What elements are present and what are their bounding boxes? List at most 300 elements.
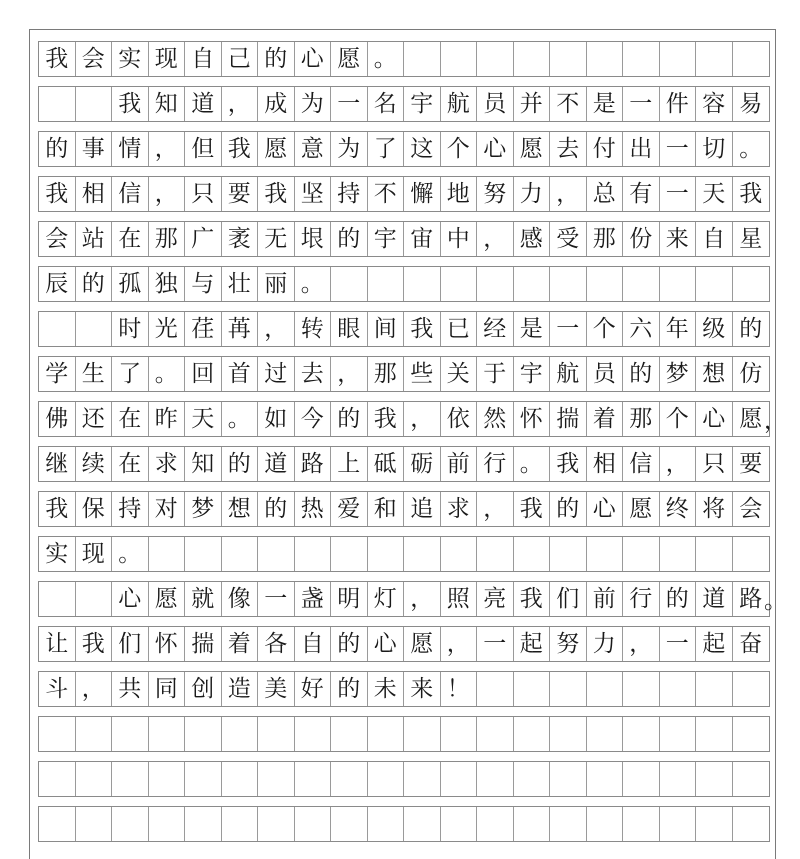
- grid-cell: [623, 267, 660, 301]
- grid-cell: 眼: [331, 312, 368, 346]
- grid-cell: 让: [39, 627, 76, 661]
- grid-cell: [514, 42, 551, 76]
- grid-cell: [477, 672, 514, 706]
- grid-cell: 盏: [295, 582, 332, 616]
- grid-cell: ，: [404, 582, 441, 616]
- grid-cell: [660, 267, 697, 301]
- grid-cell: [295, 537, 332, 571]
- grid-cell: 去: [550, 132, 587, 166]
- grid-cell: 光: [149, 312, 186, 346]
- grid-cell: 自: [185, 42, 222, 76]
- grid-cell: 独: [149, 267, 186, 301]
- grid-cell: [441, 42, 478, 76]
- grid-row: [38, 536, 770, 572]
- grid-cell: 要: [222, 177, 259, 211]
- grid-cell: [368, 807, 405, 841]
- grid-cell: [550, 267, 587, 301]
- grid-cell: [660, 42, 697, 76]
- grid-cell: 明: [331, 582, 368, 616]
- grid-cell: 时: [112, 312, 149, 346]
- grid-cell: 员: [587, 357, 624, 391]
- grid-cell: 荏: [185, 312, 222, 346]
- grid-cell: 愿: [514, 132, 551, 166]
- grid-cell: 道: [696, 582, 733, 616]
- grid-cell: 愿: [739, 405, 763, 432]
- grid-cell: [514, 762, 551, 796]
- grid-cell: [368, 762, 405, 796]
- grid-cell: 好: [295, 672, 332, 706]
- grid-cell: ，: [660, 447, 697, 481]
- grid-cell: 一: [477, 627, 514, 661]
- grid-row: [38, 716, 770, 752]
- grid-cell: [696, 267, 733, 301]
- grid-cell: 天: [185, 402, 222, 436]
- grid-cell: 己: [222, 42, 259, 76]
- grid-cell: [185, 807, 222, 841]
- grid-cell: 丽: [258, 267, 295, 301]
- grid-cell: 和: [368, 492, 405, 526]
- grid-cell: [222, 537, 259, 571]
- grid-cell: 并: [514, 87, 551, 121]
- grid-cell: 的: [550, 492, 587, 526]
- grid-cell: 情: [112, 132, 149, 166]
- grid-cell: 佛: [39, 402, 76, 436]
- grid-cell: 名: [368, 87, 405, 121]
- grid-cell: 宙: [404, 222, 441, 256]
- grid-cell: 前: [587, 582, 624, 616]
- grid-cell: 将: [696, 492, 733, 526]
- grid-cell: ，: [149, 132, 186, 166]
- grid-cell: 是: [514, 312, 551, 346]
- grid-cell: 与: [185, 267, 222, 301]
- grid-cell: 那: [587, 222, 624, 256]
- grid-cell: [112, 807, 149, 841]
- grid-cell: [368, 267, 405, 301]
- grid-cell: 未: [368, 672, 405, 706]
- grid-cell: 一: [331, 87, 368, 121]
- grid-cell: [477, 807, 514, 841]
- grid-cell: [550, 42, 587, 76]
- grid-cell: [550, 537, 587, 571]
- grid-cell: 。: [514, 447, 551, 481]
- grid-cell: 我: [39, 177, 76, 211]
- grid-cell: 个: [660, 402, 697, 436]
- grid-cell: ，: [404, 402, 441, 436]
- grid-cell: [112, 762, 149, 796]
- grid-cell: [441, 537, 478, 571]
- grid-cell: [623, 537, 660, 571]
- grid-row: [38, 446, 770, 482]
- grid-cell: 回: [185, 357, 222, 391]
- grid-cell: 起: [514, 627, 551, 661]
- grid-cell: [404, 42, 441, 76]
- grid-cell: 想: [222, 492, 259, 526]
- grid-cell: 愿: [258, 132, 295, 166]
- grid-cell: [733, 42, 770, 76]
- grid-cell: 事: [76, 132, 113, 166]
- grid-row: [38, 401, 770, 437]
- grid-cell: [514, 267, 551, 301]
- grid-cell: 壮: [222, 267, 259, 301]
- grid-cell: 然: [477, 402, 514, 436]
- grid-cell: 切: [696, 132, 733, 166]
- grid-cell: [441, 807, 478, 841]
- grid-cell: 受: [550, 222, 587, 256]
- grid-cell: 但: [185, 132, 222, 166]
- grid-cell: 力: [514, 177, 551, 211]
- grid-cell: 心: [587, 492, 624, 526]
- grid-cell: 。: [112, 537, 149, 571]
- grid-cell: 意: [295, 132, 332, 166]
- grid-cell: [660, 672, 697, 706]
- grid-cell: [331, 717, 368, 751]
- grid-cell: 来: [404, 672, 441, 706]
- grid-cell: [623, 672, 660, 706]
- grid-cell: [587, 537, 624, 571]
- grid-cell: 共: [112, 672, 149, 706]
- grid-row: [38, 806, 770, 842]
- grid-cell: 造: [222, 672, 259, 706]
- grid-cell: [441, 762, 478, 796]
- grid-cell: [477, 717, 514, 751]
- grid-cell: [76, 807, 113, 841]
- grid-cell: 持: [112, 492, 149, 526]
- grid-cell: [477, 42, 514, 76]
- grid-cell: 的: [331, 222, 368, 256]
- grid-cell: 保: [76, 492, 113, 526]
- grid-cell: 一: [660, 627, 697, 661]
- grid-cell: [39, 312, 76, 346]
- grid-cell: 出: [623, 132, 660, 166]
- grid-cell: [404, 537, 441, 571]
- grid-cell: [76, 87, 113, 121]
- grid-cell: 知: [149, 87, 186, 121]
- grid-cell: 各: [258, 627, 295, 661]
- grid-cell: [696, 672, 733, 706]
- grid-cell: 关: [441, 357, 478, 391]
- grid-cell: 行: [623, 582, 660, 616]
- grid-cell: 求: [441, 492, 478, 526]
- grid-cell: [550, 672, 587, 706]
- grid-cell: 前: [441, 447, 478, 481]
- grid-cell: [696, 762, 733, 796]
- grid-cell: 袤: [222, 222, 259, 256]
- grid-cell: ，: [441, 627, 478, 661]
- grid-cell: 的: [331, 627, 368, 661]
- grid-cell: 对: [149, 492, 186, 526]
- grid-cell: [39, 807, 76, 841]
- grid-cell: 我: [222, 132, 259, 166]
- grid-cell: 员: [477, 87, 514, 121]
- grid-cell: 的: [623, 357, 660, 391]
- grid-cell: [76, 312, 113, 346]
- grid-cell: 求: [149, 447, 186, 481]
- grid-cell: 感: [514, 222, 551, 256]
- grid-cell: [222, 717, 259, 751]
- grid-cell: 宇: [514, 357, 551, 391]
- grid-cell: ，: [331, 357, 368, 391]
- grid-cell: 我: [404, 312, 441, 346]
- grid-cell: [441, 267, 478, 301]
- grid-cell: [477, 267, 514, 301]
- grid-cell: 心: [696, 402, 733, 436]
- grid-cell: 的: [39, 132, 76, 166]
- grid-cell: 今: [295, 402, 332, 436]
- grid-cell: [733, 717, 770, 751]
- grid-cell: 。: [739, 135, 763, 162]
- grid-cell: 相: [76, 177, 113, 211]
- grid-cell: [733, 672, 770, 706]
- grid-cell: 终: [660, 492, 697, 526]
- grid-cell: [149, 717, 186, 751]
- grid-cell: 的: [331, 672, 368, 706]
- grid-cell: 在: [112, 402, 149, 436]
- grid-cell: 些: [404, 357, 441, 391]
- grid-cell: 一: [258, 582, 295, 616]
- grid-cell: 个: [587, 312, 624, 346]
- grid-row: [38, 491, 770, 527]
- grid-cell: [660, 807, 697, 841]
- grid-cell: 的: [739, 315, 763, 342]
- grid-cell: 们: [550, 582, 587, 616]
- grid-cell: 努: [477, 177, 514, 211]
- grid-cell: ，: [477, 222, 514, 256]
- grid-cell: 愿: [331, 42, 368, 76]
- grid-cell: 转: [295, 312, 332, 346]
- grid-cell: [623, 42, 660, 76]
- grid-cell: 起: [696, 627, 733, 661]
- grid-cell: 就: [185, 582, 222, 616]
- grid-cell: ，: [623, 627, 660, 661]
- grid-cell: 想: [696, 357, 733, 391]
- grid-cell: [696, 717, 733, 751]
- grid-cell: [404, 807, 441, 841]
- grid-cell: 创: [185, 672, 222, 706]
- grid-cell: 自: [295, 627, 332, 661]
- grid-cell: 持: [331, 177, 368, 211]
- grid-cell: 知: [185, 447, 222, 481]
- grid-row: [38, 41, 770, 77]
- grid-cell: 我: [39, 492, 76, 526]
- grid-cell: [587, 672, 624, 706]
- grid-cell: [404, 267, 441, 301]
- grid-cell: [623, 717, 660, 751]
- grid-cell: 揣: [550, 402, 587, 436]
- grid-cell: 们: [112, 627, 149, 661]
- grid-cell: [368, 717, 405, 751]
- grid-cell: 行: [477, 447, 514, 481]
- grid-cell: 容: [696, 87, 733, 121]
- grid-cell: 地: [441, 177, 478, 211]
- grid-cell: 心: [368, 627, 405, 661]
- grid-cell: 还: [76, 402, 113, 436]
- overflow-punctuation: ，: [764, 408, 787, 434]
- grid-cell: [660, 537, 697, 571]
- grid-cell: 奋: [739, 630, 763, 657]
- grid-cell: 会: [39, 222, 76, 256]
- grid-cell: 来: [660, 222, 697, 256]
- grid-row: [38, 356, 770, 392]
- grid-cell: 信: [112, 177, 149, 211]
- grid-cell: 信: [623, 447, 660, 481]
- grid-cell: [587, 762, 624, 796]
- grid-cell: 仿: [739, 360, 763, 387]
- grid-cell: 一: [660, 177, 697, 211]
- grid-cell: 了: [112, 357, 149, 391]
- grid-cell: ，: [76, 672, 113, 706]
- grid-cell: [149, 807, 186, 841]
- grid-cell: [76, 582, 113, 616]
- grid-cell: 实: [112, 42, 149, 76]
- grid-cell: 。: [368, 42, 405, 76]
- grid-cell: 一: [660, 132, 697, 166]
- grid-cell: 首: [222, 357, 259, 391]
- grid-cell: 孤: [112, 267, 149, 301]
- grid-cell: [514, 717, 551, 751]
- grid-cell: 宇: [404, 87, 441, 121]
- overflow-punctuation: 。: [764, 588, 787, 614]
- grid-cell: [112, 717, 149, 751]
- grid-cell: [441, 717, 478, 751]
- grid-cell: [587, 807, 624, 841]
- grid-cell: 为: [295, 87, 332, 121]
- grid-cell: 有: [623, 177, 660, 211]
- grid-cell: 航: [441, 87, 478, 121]
- grid-cell: 爱: [331, 492, 368, 526]
- grid-cell: [696, 42, 733, 76]
- grid-cell: 继: [39, 447, 76, 481]
- grid-cell: 热: [295, 492, 332, 526]
- grid-cell: 路: [739, 585, 763, 612]
- grid-cell: 去: [295, 357, 332, 391]
- grid-cell: 总: [587, 177, 624, 211]
- grid-row: [38, 581, 770, 617]
- grid-cell: 垠: [295, 222, 332, 256]
- grid-cell: 力: [587, 627, 624, 661]
- grid-cell: [295, 762, 332, 796]
- grid-cell: [404, 717, 441, 751]
- grid-cell: 坚: [295, 177, 332, 211]
- grid-row: [38, 86, 770, 122]
- grid-cell: 不: [368, 177, 405, 211]
- grid-cell: 同: [149, 672, 186, 706]
- grid-cell: 如: [258, 402, 295, 436]
- grid-cell: 那: [368, 357, 405, 391]
- grid-cell: 成: [258, 87, 295, 121]
- grid-cell: 美: [258, 672, 295, 706]
- grid-cell: 在: [112, 222, 149, 256]
- grid-cell: 经: [477, 312, 514, 346]
- grid-cell: ，: [477, 492, 514, 526]
- grid-cell: [514, 672, 551, 706]
- grid-cell: [587, 717, 624, 751]
- grid-cell: [222, 807, 259, 841]
- grid-cell: [258, 717, 295, 751]
- grid-cell: 我: [76, 627, 113, 661]
- grid-cell: 无: [258, 222, 295, 256]
- grid-cell: 一: [623, 87, 660, 121]
- grid-cell: 不: [550, 87, 587, 121]
- grid-cell: 自: [696, 222, 733, 256]
- grid-cell: 着: [587, 402, 624, 436]
- grid-cell: [258, 807, 295, 841]
- grid-cell: 我: [550, 447, 587, 481]
- grid-cell: [733, 537, 770, 571]
- grid-cell: ，: [222, 87, 259, 121]
- grid-cell: 广: [185, 222, 222, 256]
- grid-cell: 我: [39, 42, 76, 76]
- grid-cell: 续: [76, 447, 113, 481]
- grid-cell: [660, 717, 697, 751]
- grid-cell: 会: [739, 495, 763, 522]
- grid-cell: 愿: [149, 582, 186, 616]
- grid-cell: [696, 807, 733, 841]
- grid-cell: 一: [550, 312, 587, 346]
- grid-cell: 昨: [149, 402, 186, 436]
- grid-cell: 懈: [404, 177, 441, 211]
- grid-cell: [331, 807, 368, 841]
- grid-cell: 个: [441, 132, 478, 166]
- grid-cell: [185, 537, 222, 571]
- grid-row: [38, 626, 770, 662]
- grid-cell: 追: [404, 492, 441, 526]
- grid-cell: [660, 762, 697, 796]
- grid-cell: 那: [149, 222, 186, 256]
- grid-cell: [258, 762, 295, 796]
- grid-cell: 在: [112, 447, 149, 481]
- grid-cell: 星: [739, 225, 763, 252]
- grid-cell: 航: [550, 357, 587, 391]
- grid-cell: 。: [222, 402, 259, 436]
- grid-cell: [404, 762, 441, 796]
- grid-cell: [368, 537, 405, 571]
- grid-cell: 我: [112, 87, 149, 121]
- grid-cell: 。: [149, 357, 186, 391]
- grid-cell: [185, 717, 222, 751]
- grid-cell: [514, 537, 551, 571]
- grid-cell: [331, 762, 368, 796]
- grid-cell: 只: [696, 447, 733, 481]
- grid-cell: 斗: [39, 672, 76, 706]
- grid-cell: [76, 717, 113, 751]
- grid-cell: 了: [368, 132, 405, 166]
- grid-cell: [550, 762, 587, 796]
- grid-cell: 站: [76, 222, 113, 256]
- grid-cell: 。: [295, 267, 332, 301]
- grid-cell: [39, 762, 76, 796]
- grid-cell: 中: [441, 222, 478, 256]
- grid-cell: 照: [441, 582, 478, 616]
- grid-cell: [550, 717, 587, 751]
- grid-cell: 心: [295, 42, 332, 76]
- grid-cell: 现: [149, 42, 186, 76]
- grid-cell: 的: [76, 267, 113, 301]
- grid-cell: [295, 807, 332, 841]
- grid-cell: [477, 762, 514, 796]
- grid-cell: 已: [441, 312, 478, 346]
- grid-cell: 年: [660, 312, 697, 346]
- grid-cell: 我: [258, 177, 295, 211]
- grid-cell: [149, 537, 186, 571]
- grid-cell: 学: [39, 357, 76, 391]
- grid-cell: 着: [222, 627, 259, 661]
- grid-cell: [258, 537, 295, 571]
- grid-cell: [587, 267, 624, 301]
- grid-cell: 为: [331, 132, 368, 166]
- grid-cell: 件: [660, 87, 697, 121]
- grid-cell: [39, 717, 76, 751]
- grid-cell: 要: [739, 450, 763, 477]
